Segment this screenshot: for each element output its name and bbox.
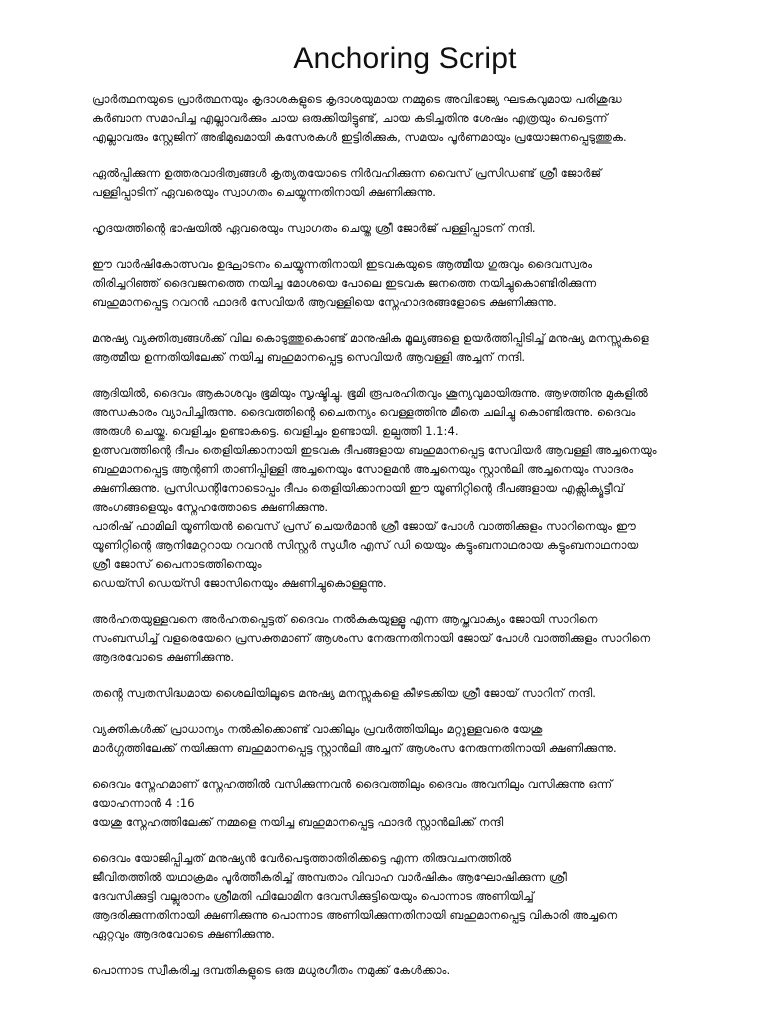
text-line: സംബന്ധിച്ച് വളരെയേറെ പ്രസക്തമാണ് ആശംസ നേരുന്നതിനായി ജോയ് പോൾ വാത്തിക്കുളം സാറിനെ (92, 631, 651, 645)
text-line: ബഹുമാനപ്പെട്ട ആന്റണി താണിപ്പിള്ളി അച്ചനെയും സോളമൻ അച്ചനെയും സ്റ്റാൻലി അച്ചനെയും സാദരം (92, 462, 634, 476)
text-line: ഈ വാർഷികോത്സവം ഉദ്ഘാടനം ചെയ്യുന്നതിനായി ഇടവകയുടെ ആത്മീയ ഗുരുവും ദൈവസ്വരം (92, 257, 593, 271)
paragraph (92, 329, 698, 367)
text-line: അരുൾ ചെയ്തു. വെളിച്ചം ഉണ്ടാകട്ടെ. വെളിച്ചം ഉണ്ടായി. ഉല്പത്തി 1.1:4. (92, 424, 459, 438)
paragraph (92, 219, 698, 238)
paragraph (92, 384, 698, 593)
text-line: തൻ്റെ സ്വതസിദ്ധമായ ശൈലിയിലൂടെ മനുഷ്യ മനസ്സുകളെ കീഴടക്കിയ ശ്രീ ജോയ് സാറിന് നന്ദി. (92, 686, 596, 700)
paragraph (92, 961, 698, 980)
paragraph (92, 255, 698, 312)
text-line: വ്യക്തികൾക്ക് പ്രാധാന്യം നൽകിക്കൊണ്ട് വാക്കിലും പ്രവർത്തിയിലും മറ്റുള്ളവരെ യേശു (92, 722, 543, 736)
text-line: ഡെയ്സി ഡെയ്സി ജോസിനെയും ക്ഷണിച്ചുകൊള്ളുന്നു. (92, 576, 387, 590)
paragraph (92, 684, 698, 703)
text-line: ഹൃദയത്തിന്റെ ഭാഷയിൽ ഏവരെയും സ്വാഗതം ചെയ്ത ശ്രീ ജോർജ് പള്ളിപ്പാടന് നന്ദി. (92, 221, 536, 235)
document-title: Anchoring Script (293, 42, 517, 75)
text-line: ആദരവോടെ ക്ഷണിക്കുന്നു. (92, 650, 235, 664)
paragraph (92, 720, 698, 758)
text-line: ആദരിക്കുന്നതിനായി ക്ഷണിക്കുന്നു പൊന്നാട അണിയിക്കുന്നതിനായി ബഹുമാനപ്പെട്ട വികാരി അച്ചനെ (92, 908, 618, 922)
text-line: യോഹന്നാൻ 4 :16 (92, 796, 195, 810)
text-line: അർഹതയുള്ളവനെ അർഹതപ്പെട്ടത് ദൈവം നൽകുകയുള്ളൂ എന്ന ആപ്തവാക്യം ജോയി സാറിനെ (92, 612, 598, 626)
text-line: യേശു സ്നേഹത്തിലേക്ക് നമ്മളെ നയിച്ച ബഹുമാനപ്പെട്ട ഫാദർ സ്റ്റാൻലിക്ക് നന്ദി (92, 815, 504, 829)
text-line: പൊന്നാട സ്വീകരിച്ച ദമ്പതികളുടെ ഒരു മധുരഗീതം നമുക്ക് കേൾക്കാം. (92, 963, 451, 977)
paragraph (92, 610, 698, 667)
text-line: പാരിഷ് ഫാമിലി യൂണിയൻ വൈസ് പ്രസ് ചെയർമാൻ ശ്രീ ജോയ് പോൾ വാത്തിക്കുളം സാറിനെയും ഈ (92, 519, 636, 533)
text-line: ശ്രീ ജോസ് പൈനാടത്തിനെയും (92, 557, 262, 571)
text-line: ഏൽപ്പിക്കുന്ന ഉത്തരവാദിത്വങ്ങൾ കൃത്യതയോടെ നിർവഹിക്കുന്ന വൈസ് പ്രസിഡണ്ട് ശ്രീ ജോർജ് (92, 166, 602, 180)
text-line: തിരിച്ചറിഞ്ഞ് ദൈവജനത്തെ നയിച്ച മോശയെ പോലെ ഇടവക ജനത്തെ നയിച്ചുകൊണ്ടിരിക്കുന്ന (92, 276, 597, 290)
text-line: എല്ലാവരും സ്റ്റേജിന് അഭിമുഖമായി കസേരകൾ ഇട്ടിരിക്കുക, സമയം പൂർണമായും പ്രയോജനപ്പെടുത്തുക. (92, 130, 627, 144)
text-line: ആദിയിൽ, ദൈവം ആകാശവും ഭൂമിയും സൃഷ്ടിച്ചു. ഭൂമി രൂപരഹിതവും ശൂന്യവുമായിരുന്നു. ആഴത്തിനു മുകളിൽ (92, 386, 648, 400)
paragraph (92, 849, 698, 944)
text-line: മാർഗ്ഗത്തിലേക്ക് നയിക്കുന്ന ബഹുമാനപ്പെട്ട സ്റ്റാൻലി അച്ചന് ആശംസ നേരുന്നതിനായി ക്ഷണിക്കുന്നു. (92, 741, 617, 755)
paragraph (92, 775, 698, 832)
text-line: അന്ധകാരം വ്യാപിച്ചിരുന്നു. ദൈവത്തിൻ്റെ ചൈതന്യം വെള്ളത്തിനു മീതെ ചലിച്ചു കൊണ്ടിരുന്നു. ദൈവം (92, 405, 636, 419)
text-line: അംഗങ്ങളെയും സ്നേഹത്തോടെ ക്ഷണിക്കുന്നു. (92, 500, 329, 514)
text-line: ബഹുമാനപ്പെട്ട റവറൻ ഫാദർ സേവിയർ ആവള്ളിയെ സ്നേഹാദരങ്ങളോടെ ക്ഷണിക്കുന്നു. (92, 295, 557, 309)
text-line: ദൈവം സ്നേഹമാണ് സ്നേഹത്തിൽ വസിക്കുന്നവൻ ദൈവത്തിലും ദൈവം അവനിലും വസിക്കുന്നു ഒന്ന് (92, 777, 613, 791)
paragraph (92, 164, 698, 202)
text-line: ഏറ്റവും ആദരവോടെ ക്ഷണിക്കുന്നു. (92, 927, 275, 941)
text-line: ജീവിതത്തിൽ യഥാക്രമം പൂർത്തീകരിച്ച് അമ്പതാം വിവാഹ വാർഷികം ആഘോഷിക്കുന്ന ശ്രീ (92, 870, 567, 884)
text-line: പള്ളിപ്പാടിന് ഏവരെയും സ്വാഗതം ചെയ്യുന്നതിനായി ക്ഷണിക്കുന്നു. (92, 185, 436, 199)
text-line: യൂണിറ്റിന്റെ ആനിമേറ്ററായ റവറൻ സിസ്റ്റർ സുധീര എസ് ഡി യെയും കട്ടുംബനാഥരായ കട്ടുംബനാഥനായ (92, 538, 639, 552)
paragraph (92, 90, 698, 147)
text-line: ഉത്സവത്തിന്റെ ദീപം തെളിയിക്കാനായി ഇടവക ദീപങ്ങളായ ബഹുമാനപ്പെട്ട സേവിയർ ആവള്ളി അച്ചനെയും (92, 443, 657, 457)
document-body (92, 90, 698, 980)
text-line: ദേവസിക്കുട്ടി വല്ലൂരാനം ശ്രീമതി ഫിലോമിന ദേവസിക്കുട്ടിയെയും പൊന്നാട അണിയിച്ച് (92, 889, 534, 903)
text-line: മനുഷ്യ വ്യക്തിത്വങ്ങൾക്ക് വില കൊടുത്തുകൊണ്ട് മാനുഷിക മൂല്യങ്ങളെ ഉയർത്തിപ്പിടിച്ച് മനുഷ്യ മനസ്സുകളെ (92, 331, 649, 345)
text-line: ക്ഷണിക്കുന്നു. പ്രസിഡന്റിനോടൊപ്പം ദീപം തെളിയിക്കാനായി ഈ യൂണിറ്റിന്റെ ദീപങ്ങളായ എക്സിക്യൂട്ടീവ് (92, 481, 624, 495)
text-line: ദൈവം യോജിപ്പിച്ചത് മനുഷ്യൻ വേർപെടുത്താതിരിക്കട്ടെ എന്ന തിരുവചനത്തിൽ (92, 851, 512, 865)
text-line: ആത്മീയ ഉന്നതിയിലേക്ക് നയിച്ച ബഹുമാനപ്പെട്ട സെവിയർ ആവള്ളി അച്ചന് നന്ദി. (92, 350, 526, 364)
text-line: പ്രാർത്ഥനയുടെ പ്രാർത്ഥനയും കൃദാശകളുടെ കൃദാശയുമായ നമ്മുടെ അവിഭാജ്യ ഘടകവുമായ പരിശുദ്ധ (92, 92, 622, 106)
text-line: കർബാന സമാപിച്ച എല്ലാവർക്കും ചായ ഒരുക്കിയിട്ടുണ്ട്, ചായ കടിച്ചതിനു ശേഷം എത്രയും പെട്ടെന്ന് (92, 111, 608, 125)
